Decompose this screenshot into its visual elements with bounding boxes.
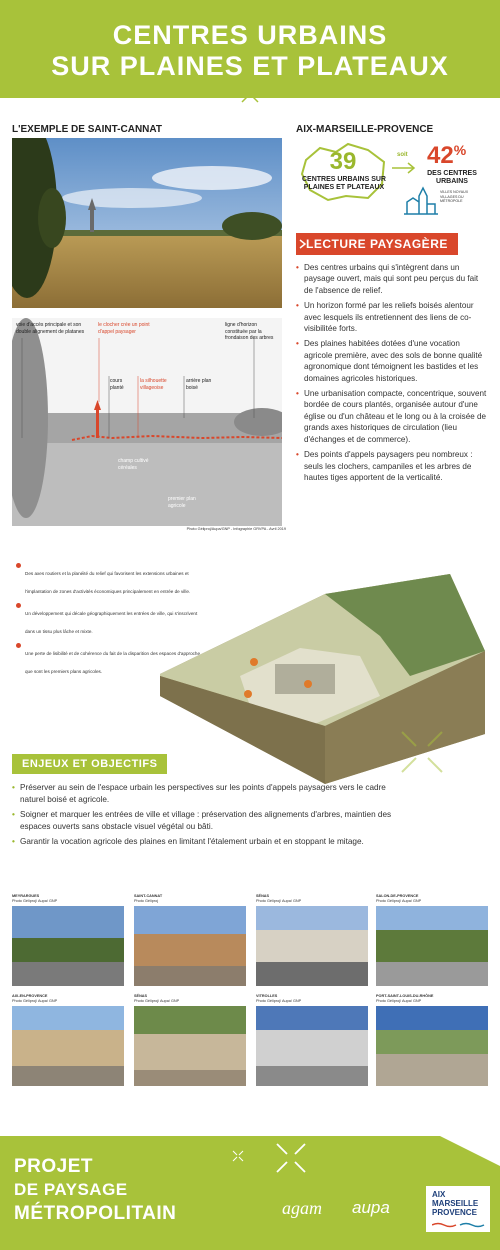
- enjeux-tag: ENJEUX ET OBJECTIFS: [12, 754, 167, 774]
- marker-1-icon: [250, 658, 258, 666]
- village-icon: [402, 186, 440, 216]
- agam-logo: agam: [282, 1198, 322, 1218]
- percent-label: DES CENTRES URBAINS: [427, 170, 477, 185]
- lecture-item: • Un horizon formé par les reliefs boisés alentour avec lesquels ils entretiennent des liens de co-visibilitée forts.: [296, 300, 488, 334]
- example-heading: L'EXEMPLE DE SAINT-CANNAT: [12, 124, 162, 135]
- cross-ornament-icon: [400, 730, 444, 774]
- photo-salon: [376, 906, 488, 986]
- photo-vitrolles: [256, 1006, 368, 1086]
- percent-sign: %: [453, 142, 467, 158]
- percent-value: [427, 142, 466, 170]
- photo-caption: MEYRARGUES Photo Géliproj/ Aupa/ GNP: [12, 894, 58, 903]
- cross-ornament-icon: [240, 90, 260, 104]
- soit-label: soit: [397, 152, 408, 158]
- diagram-note: Un développement qui décale géographiquement les entrées de ville, qui s'inscrivent dans un tissu plus lâche et mixte.: [16, 602, 206, 638]
- stat-number: 39: [329, 148, 357, 175]
- enjeux-item: • Garantir la vocation agricole des plaines en limitant l'étalement urbain et en stoppant le mitage.: [12, 836, 407, 848]
- photo-senas: [256, 906, 368, 986]
- amp-logo-text: AIX MARSEILLE PROVENCE: [432, 1190, 479, 1217]
- photo-caption: SÉNAS Photo Géliproj/ Aupa/ GNP: [256, 894, 302, 903]
- lecture-paysagere-tag: LECTURE PAYSAGÈRE: [296, 233, 458, 255]
- photo-port-saint-louis: [376, 1006, 488, 1086]
- lecture-item: • Des points d'appels paysagers peu nombreux : seuls les clochers, campaniles et les arbres de hautes tiges apportent de la verticalité.: [296, 449, 488, 483]
- saint-cannat-sketch: [12, 318, 282, 526]
- region-heading: AIX-MARSEILLE-PROVENCE: [296, 124, 434, 135]
- sketch-credit: Photo Géliproj/Aupa/GNP - Infographie GRVPA - Avril 2019: [186, 527, 286, 531]
- arrow-icon: [390, 160, 418, 176]
- saint-cannat-photo: [12, 138, 282, 308]
- photo-aix: [12, 1006, 124, 1086]
- percent-number: 42: [427, 142, 454, 169]
- enjeux-item: • Soigner et marquer les entrées de ville et village : préservation des alignements d'arbres, maintien des espaces ouverts sans obstacle visuel végétal ou bâti.: [12, 809, 407, 832]
- diagram-note: Des axes routiers et la planéité du relief qui favorisent les extensions urbaines et l'implantation de zones d'activités économiques principalement en entrée de ville.: [16, 562, 206, 598]
- diagram-note: Une perte de lisibilité et de cohérence du fait de la disparition des espaces d'approche que sont les premiers plans agricoles.: [16, 642, 206, 678]
- photo-senas-2: [134, 1006, 246, 1086]
- label-arriere-plan: arrière plan boisé: [186, 378, 212, 391]
- enjeux-list: [12, 782, 407, 852]
- note-dot-icon: [16, 563, 21, 568]
- footer-line3: MÉTROPOLITAIN: [14, 1203, 177, 1224]
- footer-diagonal-accent: [380, 1136, 500, 1166]
- enjeux-item: • Préserver au sein de l'espace urbain les perspectives sur les points d'appels paysagers vers le cadre naturel boisé et agricole.: [12, 782, 407, 805]
- sketch-note-champ: champ cultivé céréales: [118, 458, 149, 471]
- photo-saint-cannat: [134, 906, 246, 986]
- label-voie-acces: voie d'accès principale et son double alignement de platanes: [16, 322, 85, 335]
- note-dot-icon: [16, 643, 21, 648]
- chevron-right-icon: [298, 239, 308, 249]
- photo-meyrargues: [12, 906, 124, 986]
- label-silhouette: la silhouette villageoise: [140, 378, 167, 391]
- lecture-item: • Des plaines habitées dotées d'une vocation agricole première, avec des sols de bonne qualité agronomique dont témoignent les bastides et les domaines agricoles historiques.: [296, 338, 488, 384]
- label-clocher: le clocher crée un point d'appel paysager: [98, 322, 150, 335]
- photo-caption: SÉNAS Photo Géliproj/ Aupa/ GNP: [134, 994, 180, 1003]
- amp-wave-icon: [432, 1222, 486, 1228]
- photo-caption: SALON-DE-PROVENCE Photo Géliproj/ Aupa/ GNP: [376, 894, 422, 903]
- stat-label: CENTRES URBAINS SUR PLAINES ET PLATEAUX: [301, 176, 386, 191]
- cross-ornament-icon: [232, 1150, 244, 1162]
- label-cours-plante: cours planté: [110, 378, 124, 391]
- lecture-item: • Des centres urbains qui s'intègrent dans un paysage ouvert, mais qui sont peu perçus du fait de l'absence de relief.: [296, 262, 488, 296]
- marker-3-icon: [304, 680, 312, 688]
- lecture-item: • Une urbanisation compacte, concentrique, souvent bordée de cours plantés, organisée autour d'une église ou d'un château et le long ou à la croisée de grands axes historiques de circulation (lieu d'échanges et de commerce).: [296, 388, 488, 445]
- lecture-list: [296, 262, 488, 487]
- aupa-logo: aupa: [352, 1198, 390, 1217]
- label-horizon: ligne d'horizon constituée par la frondaison des arbres: [225, 322, 274, 341]
- page-title-line2: SUR PLAINES ET PLATEAUX: [51, 51, 449, 81]
- photo-caption: PORT-SAINT-LOUIS-DU-RHÔNE Photo Géliproj/ Aupa/ GNP: [376, 994, 434, 1003]
- sketch-note-premier-plan: premier plan agricole: [168, 496, 196, 509]
- photo-caption: VITROLLES Photo Géliproj/ Aupa/ GNP: [256, 994, 302, 1003]
- photo-caption: SAINT-CANNAT Photo Géliproj: [134, 894, 163, 903]
- page-title-line1: CENTRES URBAINS: [112, 20, 388, 50]
- photo-caption: AIX-EN-PROVENCE Photo Géliproj/ Aupa/ GNP: [12, 994, 58, 1003]
- footer-line2: DE PAYSAGE: [14, 1180, 128, 1199]
- note-dot-icon: [16, 603, 21, 608]
- cross-ornament-icon: [275, 1142, 307, 1174]
- marker-2-icon: [244, 690, 252, 698]
- percent-sub: VILLES NOYAUX VILLAGES DU MÉTROPOLE: [440, 190, 469, 203]
- footer-line1: PROJET: [14, 1156, 94, 1177]
